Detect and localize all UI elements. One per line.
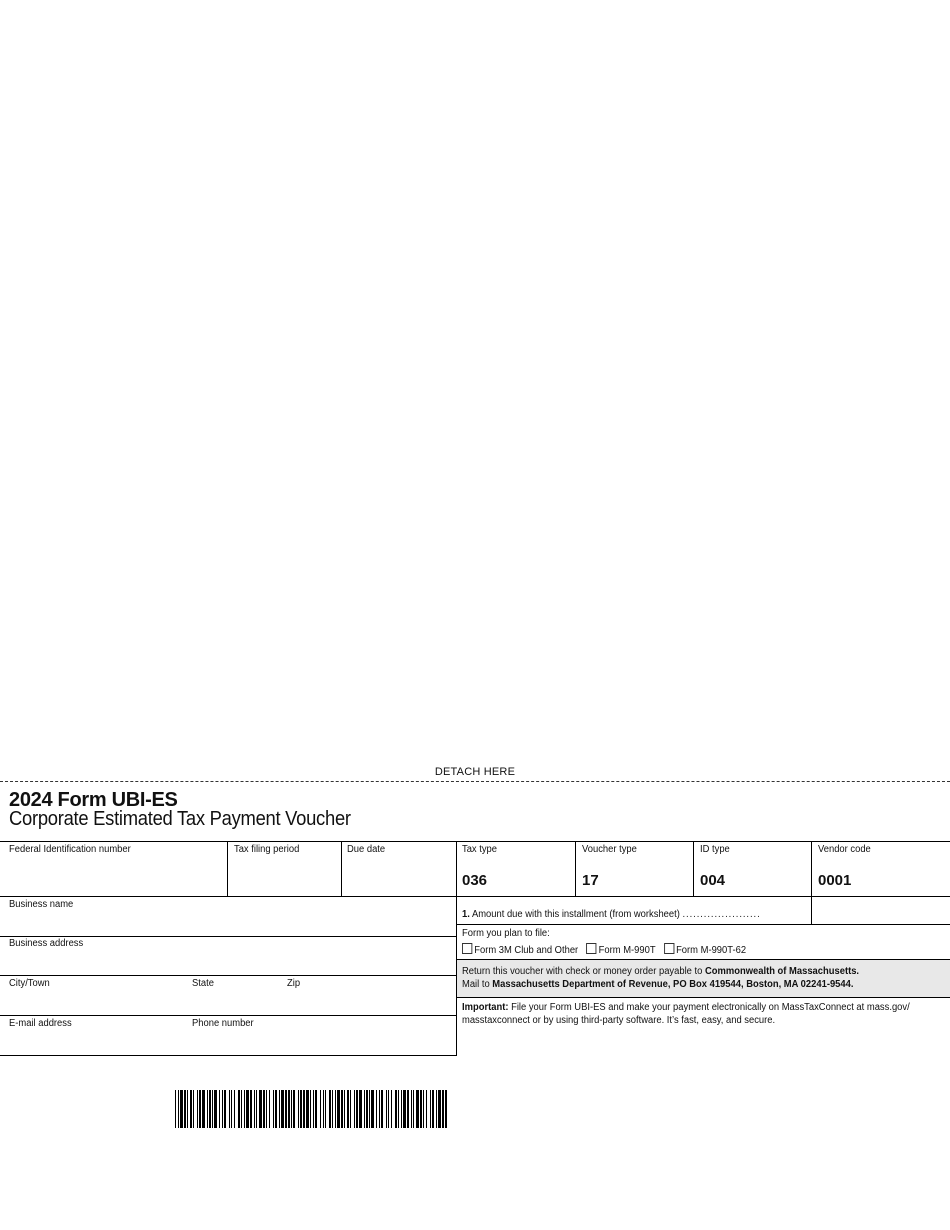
- barcode-bar: [187, 1090, 188, 1128]
- detach-line: [0, 781, 950, 782]
- vrule-period: [227, 841, 228, 896]
- barcode-bar: [231, 1090, 232, 1128]
- barcode-bar: [303, 1090, 305, 1128]
- barcode-bar: [190, 1090, 192, 1128]
- barcode-bar: [250, 1090, 252, 1128]
- line1-number: 1.: [462, 909, 470, 920]
- barcode-bar: [180, 1090, 183, 1128]
- barcode-bar: [391, 1090, 392, 1128]
- rule-line1-bottom: [457, 924, 950, 925]
- option-3m-club[interactable]: [462, 945, 578, 956]
- barcode-bar: [325, 1090, 326, 1128]
- barcode-bar: [310, 1090, 311, 1128]
- barcode-bar: [411, 1090, 412, 1128]
- barcode-bar: [320, 1090, 321, 1128]
- return-line2-prefix: Mail to: [462, 979, 493, 990]
- barcode-bar: [413, 1090, 414, 1128]
- barcode-bar: [291, 1090, 292, 1128]
- barcode-bar: [403, 1090, 406, 1128]
- barcode-bar: [337, 1090, 340, 1128]
- barcode-bar: [376, 1090, 377, 1128]
- barcode-bar: [369, 1090, 370, 1128]
- barcode-bar: [246, 1090, 249, 1128]
- barcode-bar: [344, 1090, 345, 1128]
- vrule-voucher: [575, 841, 576, 896]
- barcode-bar: [229, 1090, 230, 1128]
- barcode-bar: [197, 1090, 198, 1128]
- rule-bottom-left: [0, 1055, 457, 1056]
- barcode-bar: [381, 1090, 383, 1128]
- barcode-bar: [438, 1090, 441, 1128]
- barcode-bar: [275, 1090, 277, 1128]
- barcode-bar: [266, 1090, 267, 1128]
- id-type-value: 004: [700, 872, 726, 889]
- barcode-bar: [386, 1090, 387, 1128]
- barcode-bar: [442, 1090, 444, 1128]
- barcode-bar: [238, 1090, 240, 1128]
- phone-label: Phone number: [192, 1018, 254, 1029]
- due-date-label: Due date: [347, 844, 386, 855]
- important-note: [462, 1001, 910, 1027]
- line1-dots: ......................: [682, 909, 761, 920]
- business-address-label: Business address: [9, 938, 84, 949]
- important-text1: File your Form UBI-ES and make your payment electronically on MassTaxConnect at mass.gov/: [508, 1002, 910, 1013]
- return-line1-bold: Commonwealth of Massachusetts.: [704, 966, 860, 977]
- barcode-bar: [379, 1090, 380, 1128]
- barcode-bar: [356, 1090, 358, 1128]
- rule-row1: [0, 896, 950, 897]
- barcode-bar: [364, 1090, 365, 1128]
- barcode-bar: [300, 1090, 302, 1128]
- barcode-bar: [175, 1090, 176, 1128]
- barcode-bar: [259, 1090, 262, 1128]
- important-label: Important:: [462, 1002, 509, 1013]
- barcode-bar: [395, 1090, 397, 1128]
- option-m-990t-62[interactable]: [664, 945, 746, 956]
- city-label: City/Town: [9, 978, 50, 989]
- rule-row2-left: [0, 936, 457, 937]
- barcode-bar: [420, 1090, 422, 1128]
- barcode-bar: [426, 1090, 427, 1128]
- rule-row3-left: [0, 975, 457, 976]
- barcode-bar: [432, 1090, 434, 1128]
- line1-text: Amount due with this installment (from worksheet): [471, 909, 680, 920]
- barcode-bar: [288, 1090, 290, 1128]
- barcode-bar: [209, 1090, 211, 1128]
- barcode-bar: [193, 1090, 194, 1128]
- fein-label: Federal Identification number: [9, 844, 131, 855]
- barcode-bar: [254, 1090, 255, 1128]
- checkbox-m-990t-62[interactable]: [664, 943, 674, 954]
- barcode-icon: [175, 1090, 447, 1128]
- state-label: State: [192, 978, 214, 989]
- option-m-990t-label: Form M-990T: [598, 945, 656, 956]
- barcode-bar: [241, 1090, 242, 1128]
- barcode-bar: [407, 1090, 409, 1128]
- vrule-id: [693, 841, 694, 896]
- vendor-code-label: Vendor code: [818, 844, 871, 855]
- vrule-middle: [456, 841, 457, 1056]
- line1-amount-field[interactable]: [812, 897, 950, 924]
- barcode-bar: [184, 1090, 186, 1128]
- barcode-bar: [445, 1090, 447, 1128]
- barcode-bar: [285, 1090, 287, 1128]
- checkbox-m-990t[interactable]: [586, 943, 596, 954]
- barcode-bar: [234, 1090, 235, 1128]
- barcode-bar: [388, 1090, 389, 1128]
- vendor-code-value: 0001: [818, 872, 852, 889]
- voucher-type-label: Voucher type: [582, 844, 637, 855]
- barcode-bar: [335, 1090, 336, 1128]
- barcode-bar: [219, 1090, 220, 1128]
- barcode-bar: [341, 1090, 343, 1128]
- barcode-bar: [350, 1090, 351, 1128]
- barcode-bar: [430, 1090, 431, 1128]
- rule-top: [0, 841, 950, 842]
- line1-amount-label: [462, 909, 761, 920]
- option-m-990t-62-label: Form M-990T-62: [676, 945, 747, 956]
- barcode-bar: [279, 1090, 280, 1128]
- barcode-bar: [178, 1090, 179, 1128]
- tax-filing-period-label: Tax filing period: [234, 844, 300, 855]
- zip-label: Zip: [287, 978, 301, 989]
- form-title: 2024 Form UBI-ES: [9, 789, 178, 811]
- option-m-990t[interactable]: [586, 945, 655, 956]
- email-label: E-mail address: [9, 1018, 72, 1029]
- barcode-bar: [306, 1090, 309, 1128]
- barcode-bar: [332, 1090, 333, 1128]
- barcode-bar: [398, 1090, 399, 1128]
- barcode-bar: [371, 1090, 374, 1128]
- barcode-bar: [207, 1090, 208, 1128]
- barcode-bar: [202, 1090, 205, 1128]
- barcode-bar: [224, 1090, 226, 1128]
- barcode-bar: [359, 1090, 362, 1128]
- vrule-due: [341, 841, 342, 896]
- option-3m-club-label: Form 3M Club and Other: [474, 945, 579, 956]
- barcode-bar: [212, 1090, 213, 1128]
- barcode-bar: [329, 1090, 331, 1128]
- business-name-label: Business name: [9, 899, 74, 910]
- form-subtitle: Corporate Estimated Tax Payment Voucher: [9, 808, 351, 830]
- return-line2-bold: Massachusetts Department of Revenue, PO Box 419544, Boston, MA 02241-9544.: [492, 979, 854, 990]
- barcode-bar: [222, 1090, 223, 1128]
- tax-type-value: 036: [462, 872, 488, 889]
- barcode-bar: [273, 1090, 274, 1128]
- barcode-bar: [269, 1090, 270, 1128]
- barcode-bar: [298, 1090, 299, 1128]
- barcode-bar: [436, 1090, 437, 1128]
- barcode-bar: [263, 1090, 265, 1128]
- important-text2: masstaxconnect or by using third-party software. It’s fast, easy, and secure.: [462, 1015, 776, 1026]
- form-plan-label: Form you plan to file:: [462, 928, 550, 939]
- barcode-bar: [293, 1090, 295, 1128]
- return-line1-prefix: Return this voucher with check or money order payable to: [462, 966, 705, 977]
- barcode-bar: [366, 1090, 368, 1128]
- rule-return-bottom: [457, 997, 950, 998]
- barcode-bar: [315, 1090, 317, 1128]
- barcode-bar: [416, 1090, 419, 1128]
- barcode-bar: [281, 1090, 284, 1128]
- barcode-bar: [347, 1090, 349, 1128]
- barcode-bar: [199, 1090, 201, 1128]
- barcode-bar: [423, 1090, 424, 1128]
- barcode-bar: [313, 1090, 314, 1128]
- form-plan-options: [462, 943, 752, 956]
- barcode-bar: [214, 1090, 217, 1128]
- tax-type-label: Tax type: [462, 844, 498, 855]
- barcode-bar: [401, 1090, 402, 1128]
- voucher-type-value: 17: [582, 872, 599, 889]
- id-type-label: ID type: [700, 844, 730, 855]
- checkbox-3m-club[interactable]: [462, 943, 472, 954]
- return-info-text: [462, 965, 859, 991]
- barcode-bar: [256, 1090, 257, 1128]
- rule-row4-left: [0, 1015, 457, 1016]
- barcode-bar: [354, 1090, 355, 1128]
- barcode-bar: [244, 1090, 245, 1128]
- detach-here-label: DETACH HERE: [434, 766, 516, 778]
- barcode-bar: [323, 1090, 324, 1128]
